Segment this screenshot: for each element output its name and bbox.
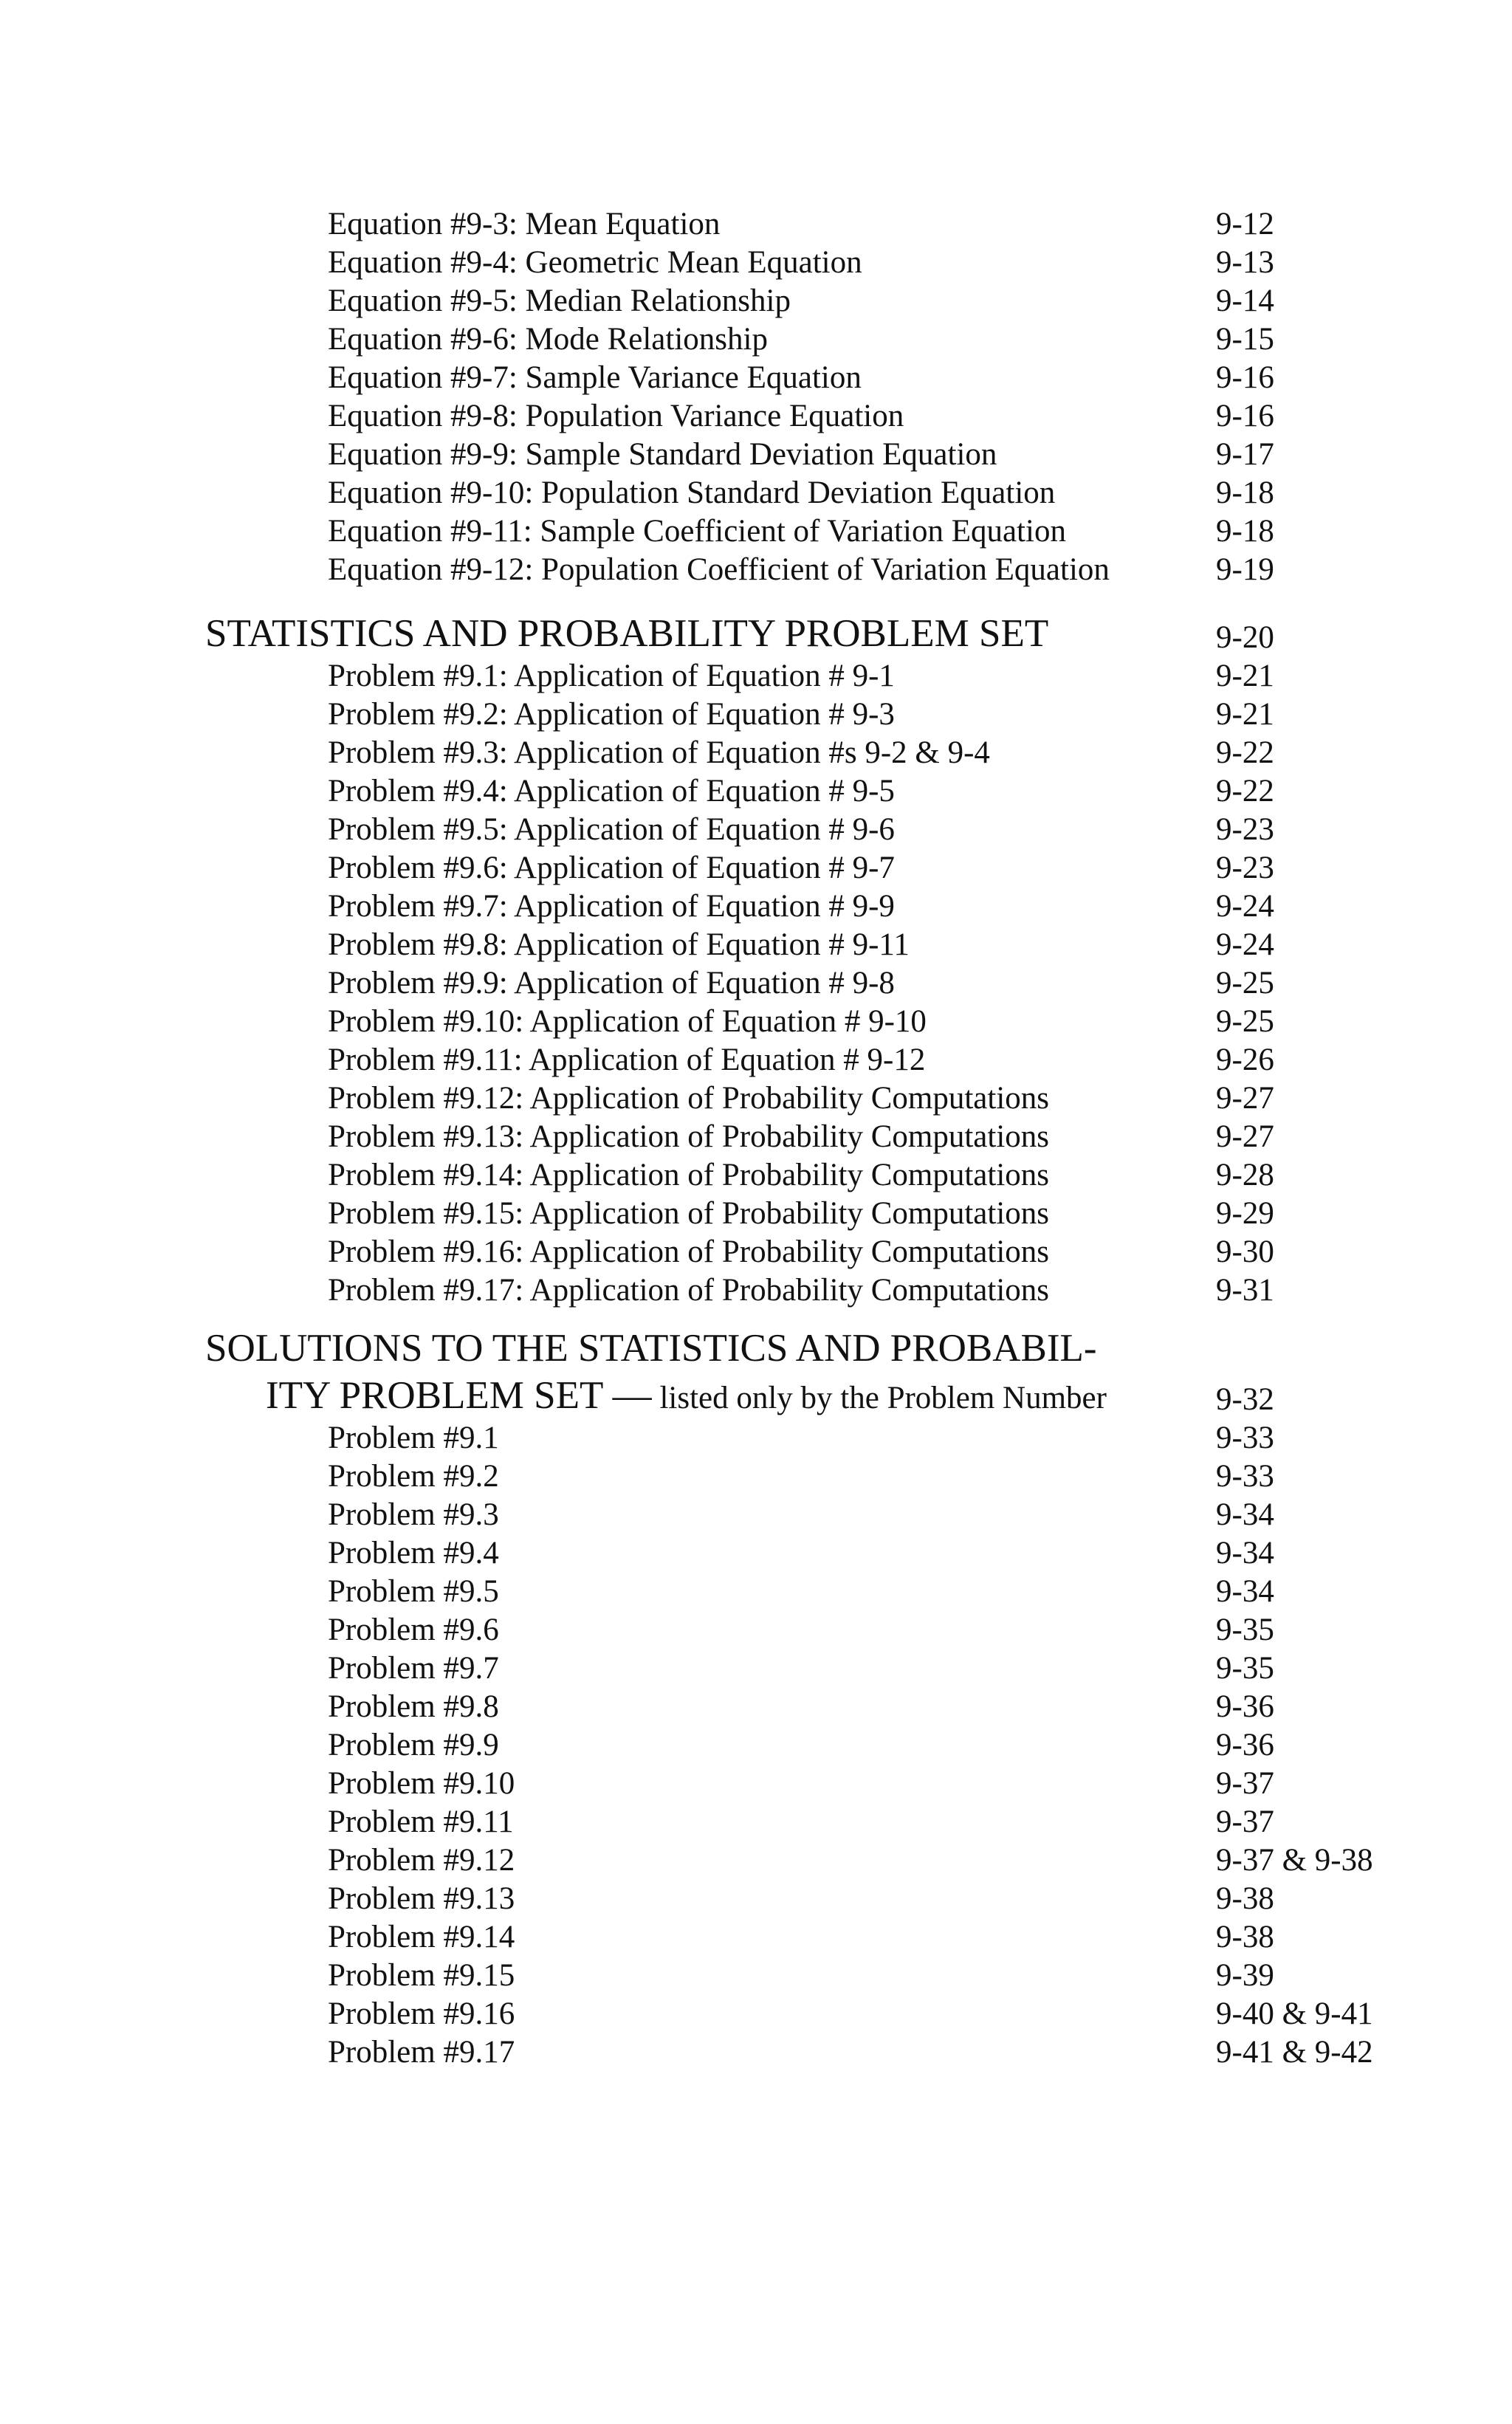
entry-page: 9-13 <box>1216 245 1274 280</box>
entry-page: 9-21 <box>1216 697 1274 732</box>
entry-label: Problem #9.15: Application of Probability Computations <box>328 1196 1050 1231</box>
toc-entry-solution-9-13 <box>0 1880 1512 1918</box>
entry-label: Problem #9.17: Application of Probability Computations <box>328 1273 1050 1308</box>
toc-entry-problem-9-16 <box>0 1233 1512 1271</box>
toc-entry-equation-9-3 <box>0 205 1512 244</box>
toc-entry-problem-9-7 <box>0 887 1512 926</box>
entry-label: Equation #9-4: Geometric Mean Equation <box>328 245 862 280</box>
entry-label: Equation #9-8: Population Variance Equation <box>328 399 904 433</box>
entry-page: 9-23 <box>1216 851 1274 885</box>
entry-page: 9-19 <box>1216 552 1274 587</box>
entry-page: 9-34 <box>1216 1497 1274 1532</box>
toc-entry-problem-9-13 <box>0 1118 1512 1156</box>
entry-page: 9-37 & 9-38 <box>1216 1843 1373 1878</box>
toc-entry-solution-9-14 <box>0 1918 1512 1957</box>
entry-label: Problem #9.15 <box>328 1958 515 1993</box>
entry-page: 9-16 <box>1216 360 1274 395</box>
entry-page: 9-38 <box>1216 1881 1274 1916</box>
entry-label: Problem #9.10: Application of Equation # 9-10 <box>328 1004 927 1039</box>
toc-entry-equation-9-4 <box>0 244 1512 282</box>
entry-label: Problem #9.5: Application of Equation # 9-6 <box>328 812 895 847</box>
entry-label: Equation #9-3: Mean Equation <box>328 207 721 241</box>
entry-page: 9-33 <box>1216 1421 1274 1455</box>
entry-label: Problem #9.3: Application of Equation #s 9-2 & 9-4 <box>328 735 990 770</box>
toc-entry-problem-9-5 <box>0 811 1512 849</box>
toc-entry-solution-9-4 <box>0 1534 1512 1573</box>
entry-page: 9-16 <box>1216 399 1274 433</box>
section-title: STATISTICS AND PROBABILITY PROBLEM SET <box>205 612 1049 655</box>
problem-set-heading <box>0 610 1512 657</box>
entry-page: 9-35 <box>1216 1651 1274 1686</box>
entry-page: 9-24 <box>1216 889 1274 924</box>
entry-label: Problem #9.7 <box>328 1651 499 1686</box>
entry-label: Problem #9.14 <box>328 1920 515 1954</box>
toc-entry-problem-9-4 <box>0 772 1512 811</box>
equations-list <box>0 205 1512 589</box>
entry-page: 9-18 <box>1216 514 1274 549</box>
entry-page: 9-24 <box>1216 927 1274 962</box>
section-page: 9-32 <box>1216 1382 1274 1417</box>
entry-label: Equation #9-5: Median Relationship <box>328 284 791 318</box>
solutions-section <box>0 1325 1512 2072</box>
entry-page: 9-33 <box>1216 1459 1274 1494</box>
toc-entry-solution-9-7 <box>0 1649 1512 1688</box>
entry-page: 9-37 <box>1216 1805 1274 1839</box>
entry-page: 9-27 <box>1216 1119 1274 1154</box>
toc-entry-equation-9-12 <box>0 551 1512 589</box>
entry-page: 9-25 <box>1216 1004 1274 1039</box>
entry-page: 9-15 <box>1216 322 1274 357</box>
toc-entry-problem-9-15 <box>0 1195 1512 1233</box>
toc-entry-problem-9-3 <box>0 734 1512 772</box>
entry-label: Equation #9-10: Population Standard Deviation Equation <box>328 475 1056 510</box>
toc-entry-solution-9-11 <box>0 1803 1512 1841</box>
entry-page: 9-17 <box>1216 437 1274 472</box>
problem-set-section <box>0 610 1512 1310</box>
entry-page: 9-31 <box>1216 1273 1274 1308</box>
section-page: 9-20 <box>1216 620 1274 655</box>
entry-page: 9-37 <box>1216 1766 1274 1801</box>
entry-label: Problem #9.13: Application of Probability Computations <box>328 1119 1050 1154</box>
entry-page: 9-18 <box>1216 475 1274 510</box>
toc-entry-problem-9-14 <box>0 1156 1512 1195</box>
entry-page: 9-39 <box>1216 1958 1274 1993</box>
toc-entry-equation-9-9 <box>0 436 1512 474</box>
toc-entry-equation-9-7 <box>0 359 1512 397</box>
entry-label: Equation #9-6: Mode Relationship <box>328 322 768 357</box>
entry-page: 9-22 <box>1216 774 1274 808</box>
entry-page: 9-12 <box>1216 207 1274 241</box>
toc-entry-equation-9-11 <box>0 512 1512 551</box>
toc-entry-solution-9-8 <box>0 1688 1512 1726</box>
entry-page: 9-23 <box>1216 812 1274 847</box>
entry-page: 9-40 & 9-41 <box>1216 1996 1373 2031</box>
entry-label: Problem #9.9: Application of Equation # 9-8 <box>328 966 895 1000</box>
entry-label: Problem #9.11 <box>328 1805 514 1839</box>
toc-entry-solution-9-16 <box>0 1995 1512 2033</box>
toc-entry-solution-9-17 <box>0 2033 1512 2072</box>
entry-label: Problem #9.17 <box>328 2035 515 2070</box>
entry-label: Problem #9.9 <box>328 1728 499 1762</box>
section-title-line2-text: ITY PROBLEM SET — <box>266 1374 652 1417</box>
entry-label: Problem #9.6: Application of Equation # 9-7 <box>328 851 895 885</box>
section-title-line2 <box>266 1372 1107 1422</box>
toc-entry-problem-9-1 <box>0 657 1512 696</box>
entry-page: 9-28 <box>1216 1158 1274 1192</box>
entry-label: Problem #9.13 <box>328 1881 515 1916</box>
entry-label: Equation #9-7: Sample Variance Equation <box>328 360 862 395</box>
entry-label: Problem #9.1 <box>328 1421 499 1455</box>
entry-label: Problem #9.2: Application of Equation # 9-3 <box>328 697 895 732</box>
entry-page: 9-30 <box>1216 1235 1274 1269</box>
toc-entry-problem-9-8 <box>0 926 1512 964</box>
entry-page: 9-27 <box>1216 1081 1274 1116</box>
entry-label: Problem #9.11: Application of Equation # 9-12 <box>328 1043 926 1077</box>
entry-label: Problem #9.12: Application of Probability Computations <box>328 1081 1050 1116</box>
entry-label: Problem #9.8 <box>328 1689 499 1724</box>
entry-page: 9-21 <box>1216 659 1274 693</box>
solutions-heading <box>0 1325 1512 1419</box>
toc-entry-equation-9-8 <box>0 397 1512 436</box>
toc-entry-solution-9-9 <box>0 1726 1512 1765</box>
entry-label: Equation #9-9: Sample Standard Deviation Equation <box>328 437 997 472</box>
toc-entry-solution-9-5 <box>0 1573 1512 1611</box>
toc-entry-problem-9-6 <box>0 849 1512 887</box>
entry-page: 9-34 <box>1216 1536 1274 1570</box>
toc-entry-solution-9-1 <box>0 1419 1512 1458</box>
entry-label: Problem #9.12 <box>328 1843 515 1878</box>
toc-entry-equation-9-10 <box>0 474 1512 512</box>
entry-label: Problem #9.2 <box>328 1459 499 1494</box>
entry-page: 9-26 <box>1216 1043 1274 1077</box>
entry-page: 9-35 <box>1216 1613 1274 1647</box>
section-title-suffix: listed only by the Problem Number <box>651 1381 1107 1415</box>
toc-entry-solution-9-2 <box>0 1458 1512 1496</box>
entry-label: Problem #9.14: Application of Probability Computations <box>328 1158 1050 1192</box>
entry-label: Problem #9.8: Application of Equation # 9-11 <box>328 927 910 962</box>
entry-page: 9-41 & 9-42 <box>1216 2035 1373 2070</box>
toc-entry-solution-9-10 <box>0 1765 1512 1803</box>
entry-label: Problem #9.5 <box>328 1574 499 1609</box>
entry-label: Problem #9.7: Application of Equation # 9-9 <box>328 889 895 924</box>
toc-entry-solution-9-6 <box>0 1611 1512 1649</box>
toc-entry-problem-9-17 <box>0 1271 1512 1310</box>
entry-page: 9-34 <box>1216 1574 1274 1609</box>
entry-label: Problem #9.4 <box>328 1536 499 1570</box>
entry-label: Problem #9.10 <box>328 1766 515 1801</box>
entry-page: 9-14 <box>1216 284 1274 318</box>
toc-entry-problem-9-10 <box>0 1003 1512 1041</box>
section-title-line1: SOLUTIONS TO THE STATISTICS AND PROBABIL- <box>205 1327 1097 1370</box>
entry-label: Problem #9.16: Application of Probability Computations <box>328 1235 1050 1269</box>
entry-label: Equation #9-11: Sample Coefficient of Variation Equation <box>328 514 1066 549</box>
entry-label: Problem #9.16 <box>328 1996 515 2031</box>
entry-page: 9-25 <box>1216 966 1274 1000</box>
toc-entry-solution-9-12 <box>0 1841 1512 1880</box>
entry-page: 9-38 <box>1216 1920 1274 1954</box>
entry-label: Problem #9.6 <box>328 1613 499 1647</box>
entry-page: 9-36 <box>1216 1728 1274 1762</box>
toc-entry-solution-9-3 <box>0 1496 1512 1534</box>
toc-entry-problem-9-2 <box>0 696 1512 734</box>
entry-page: 9-29 <box>1216 1196 1274 1231</box>
entry-label: Problem #9.4: Application of Equation # 9-5 <box>328 774 895 808</box>
toc-entry-problem-9-9 <box>0 964 1512 1003</box>
entry-label: Problem #9.3 <box>328 1497 499 1532</box>
toc-entry-equation-9-6 <box>0 320 1512 359</box>
entry-page: 9-36 <box>1216 1689 1274 1724</box>
entry-label: Equation #9-12: Population Coefficient of Variation Equation <box>328 552 1110 587</box>
toc-entry-problem-9-11 <box>0 1041 1512 1079</box>
entry-label: Problem #9.1: Application of Equation # 9-1 <box>328 659 895 693</box>
toc-entry-equation-9-5 <box>0 282 1512 320</box>
entry-page: 9-22 <box>1216 735 1274 770</box>
toc-entry-problem-9-12 <box>0 1079 1512 1118</box>
toc-entry-solution-9-15 <box>0 1957 1512 1995</box>
